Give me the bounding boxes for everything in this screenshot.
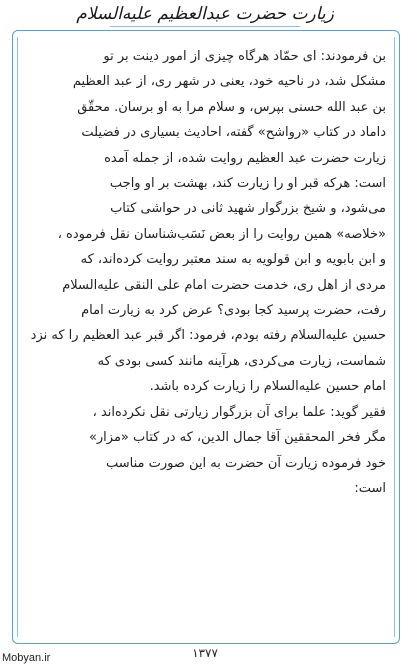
paragraph-1: بن فرمودند: ای حمّاد هرگاه چیزی از امور دینت بر تو مشکل شد، در ناحیه خود، یعنی در شهر ری، از عبد العظیم بن عبد الله حسنی بپرس، و سلام مرا به او برسان. محقّق داماد در کتاب «رواشح» گفته، احادیث بسیاری در فضیلت زیارت حضرت عبد العظیم روایت شده، از جمله آمده است: هرکه قبر او را زیارت کند، بهشت بر او واجب می‌شود، و شیخ بزرگوار شهید ثانی در حواشی کتاب «خلاصه» همین روایت را از بعض نَسَب‌شناسان نقل فرموده ، و ابن بابویه و ابن قولویه به سند معتبر روایت کرده‌اند، که مردی از اهل ری، خدمت حضرت امام علی النقی علیه‌السلام رفت، حضرت پرسید کجا بودی؟ عرض کرد به زیارت امام حسین علیه‌السلام رفته بودم، فرمود: اگر قبر عبد العظیم را که نزد شماست، زیارت می‌کردی، هرآینه مانند کسی بودی که امام حسین علیه‌السلام را زیارت کرده باشد.	[30, 49, 386, 395]
header-divider	[110, 26, 300, 27]
body-text	[24, 44, 386, 501]
frame-inner-right-rule	[394, 37, 395, 637]
page-header-title: زیارت حضرت عبدالعظیم علیه‌السلام	[76, 4, 334, 24]
frame-inner-left-rule	[17, 37, 18, 637]
paragraph-2: فقیر گوید: علما برای آن بزرگوار زیارتی نقل نکرده‌اند ، مگر فخر المحققین آقا جمال الدین، که در کتاب «مزار» خود فرموده زیارت آن حضرت به این صورت مناسب است:	[88, 404, 386, 496]
page-number: ۱۳۷۷	[192, 646, 218, 660]
site-watermark: Mobyan.ir	[2, 652, 51, 664]
